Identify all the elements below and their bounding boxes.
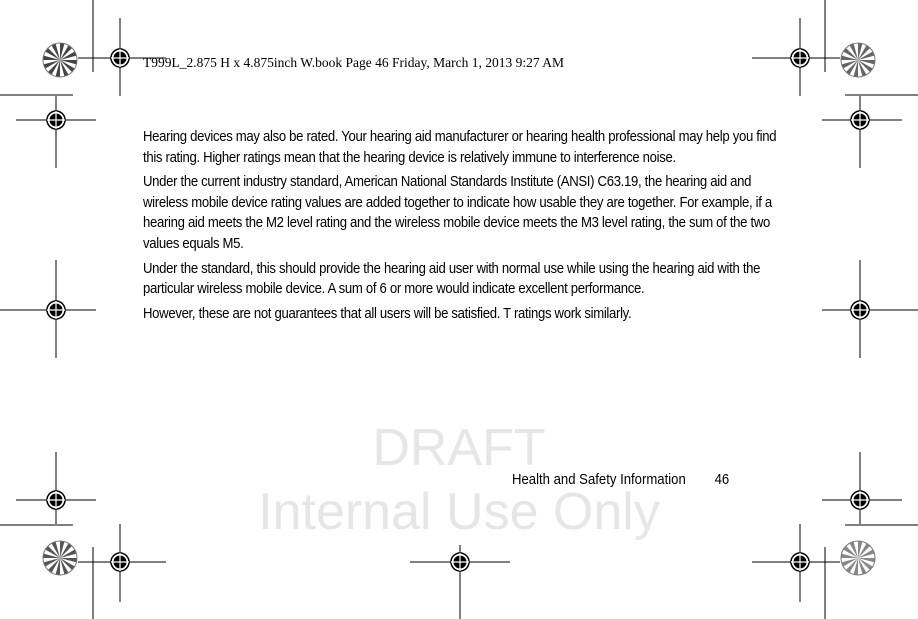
paragraph: Under the current industry standard, American National Standards Institute (ANSI) C63.19, the hearing aid and wireless mobile device rating values are added together to indicate how usable they are together. For example, if a hearing aid meets the M2 level rating and the wireless mobile device meets the M3 level rating, the sum of the two values equals M5.: [143, 174, 772, 252]
book-info-header: T999L_2.875 H x 4.875inch W.book Page 46 Friday, March 1, 2013 9:27 AM: [143, 55, 564, 70]
paragraph: Under the standard, this should provide the hearing aid user with normal use while using the hearing aid with the particular wireless mobile device. A sum of 6 or more would indicate excellent performance.: [143, 260, 761, 298]
page-footer: [512, 472, 729, 488]
starburst-mark: [841, 43, 875, 77]
paragraph: Hearing devices may also be rated. Your hearing aid manufacturer or hearing health professional may help you find this rating. Higher ratings mean that the hearing device is relatively immune to interference noise.: [143, 129, 777, 166]
starburst-mark: [841, 541, 875, 575]
body-text: [143, 127, 778, 328]
paragraph: However, these are not guarantees that all users will be satisfied. T ratings work similarly.: [143, 305, 632, 322]
footer-section-title: Health and Safety Information: [512, 472, 686, 488]
page-number: 46: [714, 472, 730, 488]
watermark-draft: DRAFT: [372, 419, 546, 477]
starburst-mark: [43, 541, 77, 575]
watermark-internal: Internal Use Only: [258, 483, 660, 541]
starburst-mark: [43, 43, 77, 77]
